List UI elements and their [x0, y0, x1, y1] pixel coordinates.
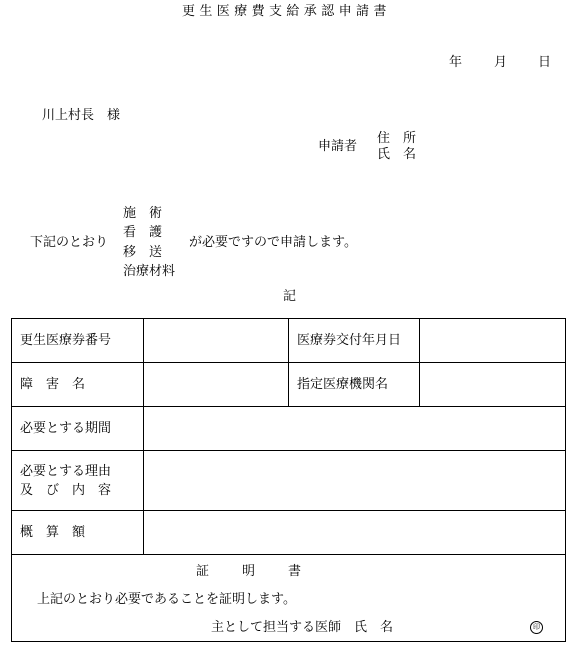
request-prefix: 下記のとおり [30, 235, 109, 250]
date-year-label: 年 [449, 55, 463, 70]
applicant-label: 申請者 [318, 139, 358, 154]
column-divider [143, 318, 144, 554]
page-title-text: 更生医療費支給承認申請書 [182, 4, 391, 19]
certificate-title: 証 明 書 [196, 564, 312, 579]
reason-label-line2: 及 び 内 容 [20, 483, 112, 498]
request-suffix: が必要ですので申請します。 [189, 235, 357, 250]
date-month-label: 月 [494, 55, 508, 70]
seal-mark: 印 [530, 621, 543, 634]
date-day-label: 日 [538, 55, 552, 70]
column-divider [288, 318, 289, 406]
column-divider [419, 318, 420, 406]
request-option-materials: 治療材料 [123, 264, 176, 279]
address-label: 住 所 [377, 131, 417, 146]
reason-label-line1: 必要とする理由 [20, 464, 112, 479]
row-divider [11, 510, 566, 511]
addressee: 川上村長 様 [42, 108, 121, 123]
issue-date-label: 医療券交付年月日 [297, 333, 402, 348]
designated-institution-label: 指定医療機関名 [297, 377, 389, 392]
request-option-transport: 移 送 [123, 245, 163, 260]
row-divider [11, 554, 566, 555]
card-number-label: 更生医療券番号 [20, 333, 112, 348]
ki-label: 記 [283, 289, 297, 304]
certificate-statement: 上記のとおり必要であることを証明します。 [37, 592, 296, 607]
row-divider [11, 450, 566, 451]
disability-name-text: 障 害 名 [20, 377, 86, 392]
row-divider [11, 406, 566, 407]
doctor-name-label: 主として担当する医師 氏 名 [211, 620, 394, 635]
request-option-nursing: 看 護 [123, 225, 163, 240]
estimate-label: 概 算 額 [20, 525, 86, 540]
period-label: 必要とする期間 [20, 421, 112, 436]
request-option-treatment: 施 術 [123, 206, 163, 221]
disability-name-label [20, 378, 136, 391]
page-title [182, 4, 391, 19]
name-label: 氏 名 [377, 147, 417, 162]
